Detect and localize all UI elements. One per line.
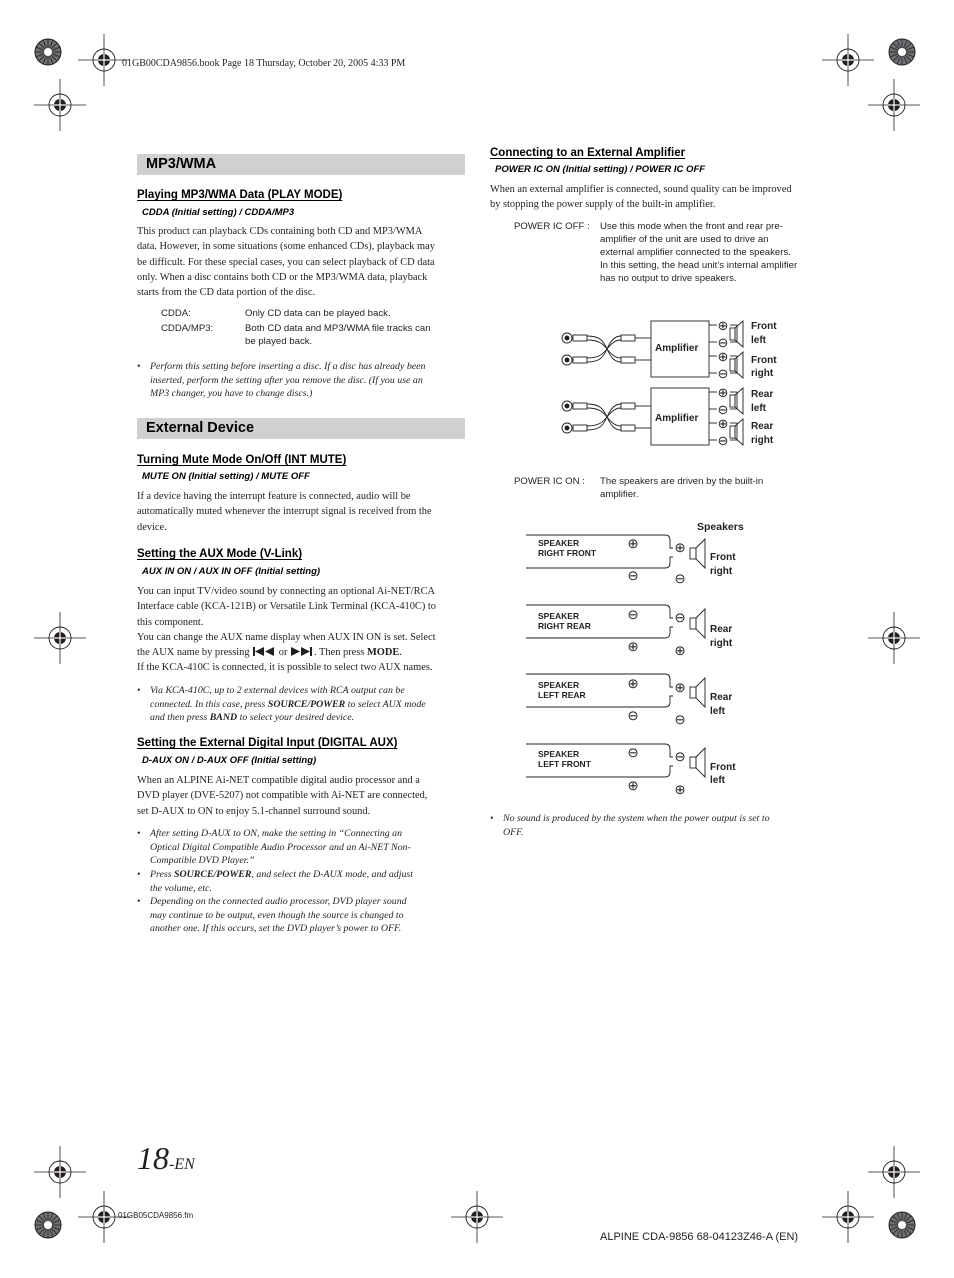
star-target-icon [35,1212,61,1238]
options-vlink: AUX IN ON / AUX IN OFF (Initial setting) [142,566,321,577]
speaker-label: Front [751,355,777,366]
terminal-label: SPEAKER [538,611,580,621]
book-info: 01GB00CDA9856.book Page 18 Thursday, October 20, 2005 4:33 PM [122,58,406,69]
speaker-label: Front [751,321,777,332]
star-target-icon [889,1212,915,1238]
external-amplifier-diagram [555,310,795,455]
registration-mark-icon [451,1191,503,1243]
plus-terminal-icon: ⊕ [674,782,686,797]
speaker-wiring-diagram [520,512,780,802]
terminal-label: RIGHT FRONT [538,548,597,558]
plus-terminal-icon: ⊕ [627,778,639,793]
power-ic-off-definition: POWER IC OFF : Use this mode when the front and rear pre- amplifier of the unit are used to drive an external amplifier connected to the speakers. In this setting, the head unit’s internal amplifier has no output to drive speakers. [514,221,798,284]
options-int-mute: MUTE ON (Initial setting) / MUTE OFF [142,471,310,482]
plus-terminal-icon: ⊕ [717,416,729,431]
terminal-label: LEFT REAR [538,690,586,700]
plus-terminal-icon: ⊕ [717,349,729,364]
rca-plug-icon [621,357,635,363]
speaker-label: right [751,368,774,379]
plus-terminal-icon: ⊕ [627,639,639,654]
minus-terminal-icon: ⊖ [627,708,639,723]
rca-plug-icon [573,357,587,363]
registration-mark-icon [868,612,920,664]
terminal-label: RIGHT REAR [538,621,591,631]
subsection-title-vlink: Setting the AUX Mode (V-Link) [137,548,303,560]
rca-plug-icon [621,425,635,431]
amplifier-label: Amplifier [655,343,699,354]
definition-cdda-mp3: CDDA/MP3: Both CD data and MP3/WMA file tracks can be played back. [161,323,431,347]
subsection-title-int-mute: Turning Mute Mode On/Off (INT MUTE) [137,454,347,466]
paragraph-int-mute: If a device having the interrupt feature is connected, audio will be automatically muted whenever the interrupt signal is received from the device. [137,491,432,533]
plus-terminal-icon: ⊕ [674,680,686,695]
rca-jack-icon [562,401,572,411]
note-amplifier: • No sound is produced by the system when the power output is set to OFF. [490,813,770,838]
registration-mark-icon [868,1146,920,1198]
registration-mark-icon [34,1146,86,1198]
rca-plug-icon [573,403,587,409]
speaker-label: right [710,638,733,649]
power-ic-on-definition: POWER IC ON : The speakers are driven by the built-in amplifier. [514,476,764,500]
plus-terminal-icon: ⊕ [627,536,639,551]
paragraph-amplifier: When an external amplifier is connected, sound quality can be improved by stopping the power supply of the built-in amplifier. [490,184,792,211]
registration-mark-icon [822,34,874,86]
speaker-label: left [751,335,766,346]
plus-terminal-icon: ⊕ [717,385,729,400]
note-digital-aux-3: • Depending on the connected audio processor, DVD player sound may continue to be output, even though the source is changed to another one. If this occurs, set the DVD player’s power to OFF. [137,896,407,934]
section-header-external-device [137,418,465,439]
speaker-label: Rear [751,421,774,432]
minus-terminal-icon: ⊖ [627,745,639,760]
minus-terminal-icon: ⊖ [717,366,729,381]
minus-terminal-icon: ⊖ [674,610,686,625]
rca-plug-icon [573,425,587,431]
amplifier-label: Amplifier [655,413,699,424]
speaker-label: left [710,706,725,717]
star-target-icon [35,39,61,65]
minus-terminal-icon: ⊖ [627,607,639,622]
source-file: 01GB05CDA9856.fm [118,1211,194,1220]
next-track-icon [290,647,314,656]
terminal-label: SPEAKER [538,749,580,759]
registration-mark-icon [34,612,86,664]
speaker-icon [690,678,705,707]
definition-cdda: CDDA: Only CD data can be played back. [161,308,391,319]
options-play-mode: CDDA (Initial setting) / CDDA/MP3 [142,207,295,218]
star-target-icon [889,39,915,65]
note-digital-aux-2: • Press SOURCE/POWER, and select the D-AUX mode, and adjust the volume, etc. [137,869,413,894]
speaker-label: left [751,403,766,414]
speaker-label: Front [710,552,736,563]
speaker-label: right [710,566,733,577]
speaker-icon [690,609,705,638]
note-play-mode: • Perform this setting before inserting a disc. If a disc has already been inserted, perform the setting after you remove the disc. (If you use an MP3 changer, you have to change discs.) [137,361,426,399]
note-digital-aux-1: • After setting D-AUX to ON, make the setting in “Connecting an Optical Digital Compatible Audio Processor and an Ai-NET Non- Compatible DVD Player.” [137,828,411,866]
rca-plug-icon [573,335,587,341]
minus-terminal-icon: ⊖ [627,568,639,583]
paragraph-vlink: You can input TV/video sound by connecting an optional Ai-NET/RCA Interface cable (KCA-121B) or Versatile Link Terminal (KCA-410C) to this component. You can change the AUX name display when AUX IN ON is set. Select the AUX name by pressing or . Then press MODE. If the KCA-410C is connected, it is possible to select two AUX names. [137,584,467,676]
rca-jack-icon [562,355,572,365]
plus-terminal-icon: ⊕ [717,318,729,333]
registration-mark-icon [868,79,920,131]
speaker-label: right [751,435,774,446]
minus-terminal-icon: ⊖ [717,335,729,350]
previous-track-icon [252,647,276,656]
speaker-label: Rear [710,692,733,703]
minus-terminal-icon: ⊖ [717,402,729,417]
section-title: MP3/WMA [146,156,217,172]
paragraph-digital-aux: When an ALPINE Ai-NET compatible digital audio processor and a DVD player (DVE-5207) not compatible with Ai-NET are connected, set D-AUX to ON to enjoy 5.1-channel surround sound. [137,775,428,817]
rca-jack-icon [562,333,572,343]
minus-terminal-icon: ⊖ [717,433,729,448]
subsection-title-amplifier: Connecting to an External Amplifier [490,147,686,159]
subsection-title-play-mode: Playing MP3/WMA Data (PLAY MODE) [137,189,343,201]
options-amplifier: POWER IC ON (Initial setting) / POWER IC OFF [495,164,706,175]
options-digital-aux: D-AUX ON / D-AUX OFF (Initial setting) [142,755,317,766]
speaker-label: Front [710,762,736,773]
note-vlink: • Via KCA-410C, up to 2 external devices with RCA output can be connected. In this case, press SOURCE/POWER to select AUX mode and then press BAND to select your desired device. [137,685,426,723]
section-title: External Device [146,420,255,436]
plus-terminal-icon: ⊕ [674,643,686,658]
speaker-icon [690,748,705,777]
paragraph-play-mode: This product can playback CDs containing both CD and MP3/WMA data. However, in some situations (some enhanced CDs), playback may be difficult. For these special cases, you can select playback of CD data only. When a disc contains both CD or the MP3/WMA data, playback starts from the CD data portion of the disc. [137,226,435,299]
speaker-label: Rear [751,389,774,400]
speakers-label: Speakers [697,521,744,533]
subsection-title-digital-aux: Setting the External Digital Input (DIGITAL AUX) [137,737,398,749]
terminal-label: SPEAKER [538,538,580,548]
speaker-label: left [710,775,725,786]
minus-terminal-icon: ⊖ [674,749,686,764]
terminal-label: SPEAKER [538,680,580,690]
rca-plug-icon [621,403,635,409]
rca-plug-icon [621,335,635,341]
plus-terminal-icon: ⊕ [674,540,686,555]
minus-terminal-icon: ⊖ [674,571,686,586]
section-header-mp3wma [137,154,465,175]
model-info: ALPINE CDA-9856 68-04123Z46-A (EN) [600,1231,799,1243]
registration-mark-icon [34,79,86,131]
plus-terminal-icon: ⊕ [627,676,639,691]
press-instruction: the AUX name by pressing or . Then press MODE. [137,647,402,659]
rca-jack-icon [562,423,572,433]
speaker-icon [690,539,705,568]
registration-mark-icon [822,1191,874,1243]
minus-terminal-icon: ⊖ [674,712,686,727]
speaker-label: Rear [710,624,733,635]
terminal-label: LEFT FRONT [538,759,591,769]
page-number: 18-EN [137,1140,195,1176]
